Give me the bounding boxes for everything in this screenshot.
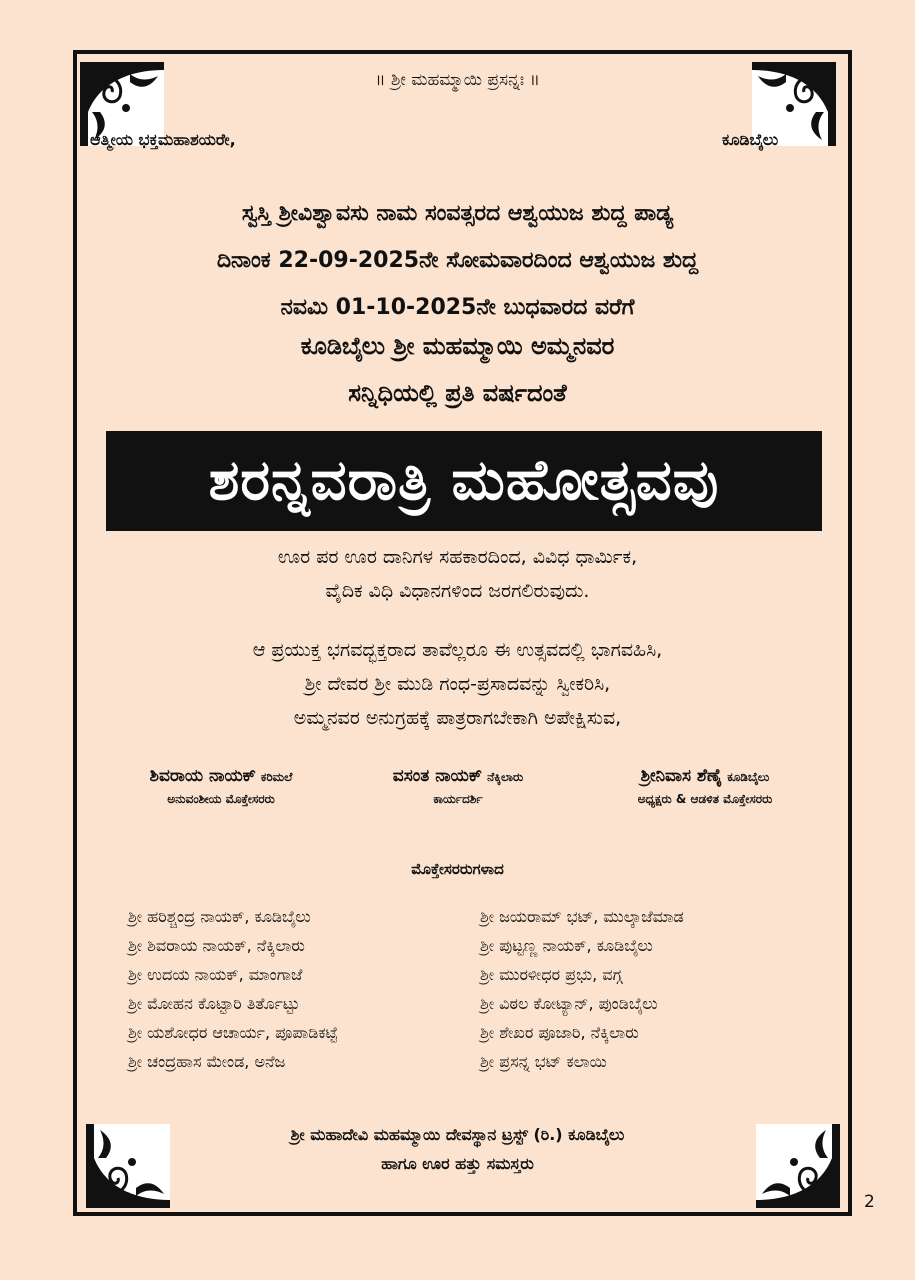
officer-name: ಶ್ರೀ ಮುರಳೀಧರ ಪ್ರಭು, ವಗ್ಗ [480,965,623,984]
officers-heading: ಮೊಕ್ತೇಸರರುಗಳಾದ [411,860,504,878]
intro-line: ಕೂಡಿಬೈಲು ಶ್ರೀ ಮಹಮ್ಮಾಯಿ ಅಮ್ಮನವರ [300,332,615,360]
officer-name: ಶ್ರೀ ಹರಿಶ್ಚಂದ್ರ ನಾಯಕ್, ಕೂಡಿಬೈಲು [128,907,311,926]
officer-name: ಶ್ರೀ ವಿಠಲ ಕೋಟ್ಯಾನ್, ಪುಂಡಿಬೈಲು [480,994,658,1013]
signatory-place: ಕೂಡಿಬೈಲು [727,770,770,784]
appeal-line: ಅಮ್ಮನವರ ಅನುಗ್ರಹಕ್ಕೆ ಪಾತ್ರರಾಗಬೇಕಾಗಿ ಅಪೇಕ್ಷಿಸುವ, [293,707,622,729]
intro-text [0,190,915,331]
page-number: 2 [864,1192,875,1212]
intro-line: ದಿನಾಂಕ 22-09-2025ನೇ ಸೋಮವಾರದಿಂದ ಆಶ್ವಯುಜ ಶುದ್ದ [216,248,699,273]
signatory-name: ವಸಂತ ನಾಯಕ್ [392,766,483,786]
footer [0,1120,915,1178]
appeal-line: ಶ್ರೀ ದೇವರ ಶ್ರೀ ಮುಡಿ ಗಂಧ-ಪ್ರಸಾದವನ್ನು ಸ್ವೀಕರಿಸಿ, [304,673,611,695]
officer-name: ಶ್ರೀ ಶೇಖರ ಪೂಜಾರಿ, ನೆಕ್ಕಿಲಾರು [480,1023,639,1042]
description [0,540,915,608]
description-line: ಊರ ಪರ ಊರ ದಾನಿಗಳ ಸಹಕಾರದಿಂದ, ವಿವಿಧ ಧಾರ್ಮಿಕ, [277,546,638,568]
officer-name: ಶ್ರೀ ಚಂದ್ರಹಾಸ ಮೇಂಡ, ಅನೆಜ [128,1052,286,1071]
signatory [86,766,356,807]
appeal-line: ಆ ಪ್ರಯುಕ್ತ ಭಗವದ್ಭಕ್ತರಾದ ತಾವೆಲ್ಲರೂ ಈ ಉತ್ಸವದಲ್ಲಿ ಭಾಗವಹಿಸಿ, [252,639,663,661]
signatory-place: ಕರಿಮಲೆ [260,770,293,784]
officer-name: ಶ್ರೀ ಉದಯ ನಾಯಕ್, ಮಾಂಗಾಜೆ [128,965,303,984]
signatory-place: ನೆಕ್ಕಿಲಾರು [487,770,524,784]
officer-name: ಶ್ರೀ ಯಶೋಧರ ಆಚಾರ್ಯ, ಪೂಪಾಡಿಕಟ್ಟೆ [128,1023,338,1042]
footer-line: ಹಾಗೂ ಊರ ಹತ್ತು ಸಮಸ್ತರು [381,1154,534,1173]
signatory [580,766,830,807]
officer-name: ಶ್ರೀ ಶಿವರಾಯ ನಾಯಕ್, ನೆಕ್ಕಿಲಾರು [128,936,305,955]
signatory-role: ಅನುವಂಶೀಯ ಮೊಕ್ತೇಸರರು [167,792,275,806]
officer-name: ಶ್ರೀ ಪ್ರಸನ್ನ ಭಟ್ ಕಲಾಯಿ [480,1052,607,1071]
officer-name: ಶ್ರೀ ಮೋಹನ ಕೊಟ್ಟಾರಿ ತಿರ್ತೊಟ್ಟು [128,994,300,1013]
salutation: ಆತ್ಮೀಯ ಭಕ್ತಮಹಾಶಯರೇ, [90,130,236,149]
festival-title-banner [106,431,822,531]
officer-name: ಶ್ರೀ ಪುಟ್ಟಣ್ಣ ನಾಯಕ್, ಕೂಡಿಬೈಲು [480,936,653,955]
description-line: ವೈದಿಕ ವಿಧಿ ವಿಧಾನಗಳಿಂದ ಜರಗಲಿರುವುದು. [325,580,590,602]
footer-line: ಶ್ರೀ ಮಹಾದೇವಿ ಮಹಮ್ಮಾಯಿ ದೇವಸ್ಥಾನ ಟ್ರಸ್ಟ್ (ರಿ.) ಕೂಡಿಬೈಲು [290,1125,625,1144]
place-name: ಕೂಡಿಬೈಲು [722,130,779,149]
signatory-name: ಶಿವರಾಯ ನಾಯಕ್ [149,766,256,786]
signatory-role: ಕಾರ್ಯದರ್ಶಿ [433,792,483,806]
festival-title: ಶರನ್ನವರಾತ್ರಿ ಮಹೋತ್ಸವವು [208,448,720,513]
intro-line: ಸನ್ನಿಧಿಯಲ್ಲಿ ಪ್ರತಿ ವರ್ಷದಂತೆ [348,379,567,407]
intro-line: ನವಮಿ 01-10-2025ನೇ ಬುಧವಾರದ ವರೆಗೆ [280,295,635,320]
officers-list [128,902,828,1076]
signatory [346,766,570,807]
intro-line: ಸ್ವಸ್ತಿ ಶ್ರೀವಿಶ್ವಾವಸು ನಾಮ ಸಂವತ್ಸರದ ಆಶ್ವಯುಜ ಶುದ್ದ ಪಾಡ್ಯ [241,201,674,226]
signatory-name: ಶ್ರೀನಿವಾಸ ಶೆಣೈ [640,766,723,786]
officer-name: ಶ್ರೀ ಜಯರಾಮ್ ಭಟ್, ಮುಲ್ಕಾಜೆಮಾಡ [480,907,684,926]
signatory-role: ಅಧ್ಯಕ್ಷರು & ಆಡಳಿತ ಮೊಕ್ತೇಸರರು [637,792,773,806]
appeal [0,633,915,735]
intro-text-2 [0,323,915,417]
invocation: ॥ ಶ್ರೀ ಮಹಮ್ಮಾಯಿ ಪ್ರಸನ್ನಃ ॥ [375,70,540,90]
